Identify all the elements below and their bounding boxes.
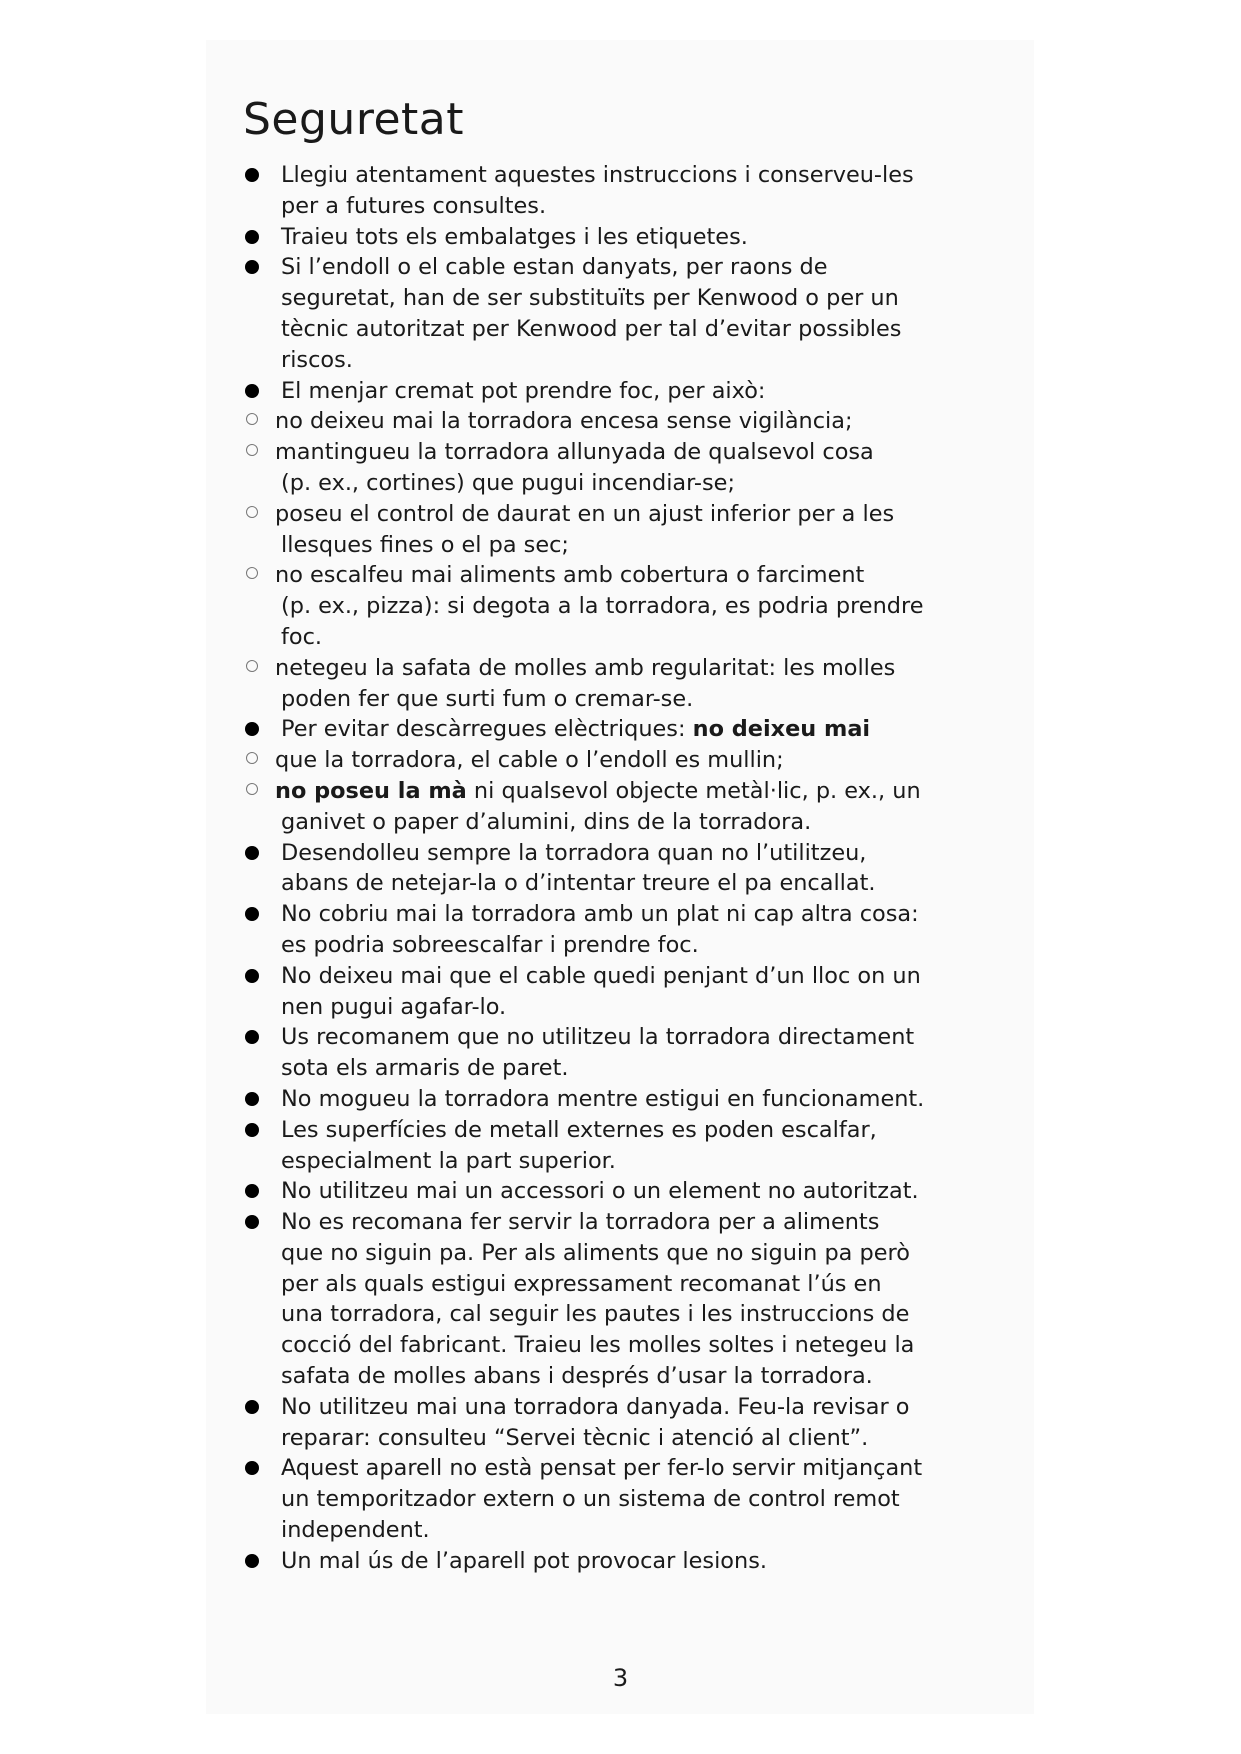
item-line: una torradora, cal seguir les pautes i les instruccions de [281, 1301, 910, 1328]
sub-list-item [243, 499, 1023, 561]
list-item [243, 1453, 1023, 1545]
bullet-icon [243, 376, 263, 407]
item-line: No mogueu la torradora mentre estigui en funcionament. [281, 1085, 925, 1112]
bullet-icon [243, 714, 263, 745]
list-item [243, 961, 1023, 1023]
item-line: cocció del fabricant. Traieu les molles soltes i netegeu la [281, 1332, 915, 1359]
item-line [281, 714, 1023, 745]
item-line: Desendolleu sempre la torradora quan no l’utilitzeu, [281, 839, 867, 866]
hollow-bullet-icon [243, 653, 263, 684]
item-line: Si l’endoll o el cable estan danyats, per raons de [281, 254, 828, 281]
item-line: no escalfeu mai aliments amb cobertura o farciment [275, 562, 865, 589]
bullet-icon [243, 1207, 263, 1238]
item-text: ni qualsevol objecte metàl·lic, p. ex., un [466, 777, 921, 804]
safety-list [243, 160, 1023, 1577]
list-item [243, 160, 1023, 222]
item-line: poden fer que surti fum o cremar-se. [281, 685, 694, 712]
item-line: (p. ex., cortines) que pugui incendiar-se; [281, 469, 735, 496]
bullet-icon [243, 252, 263, 283]
sub-list-item [243, 745, 1023, 776]
item-line: tècnic autoritzat per Kenwood per tal d’evitar possibles [281, 315, 902, 342]
hollow-bullet-icon [243, 406, 263, 437]
item-line: reparar: consulteu “Servei tècnic i atenció al client”. [281, 1424, 869, 1451]
item-line: No cobriu mai la torradora amb un plat ni cap altra cosa: [281, 901, 919, 928]
bullet-icon [243, 160, 263, 191]
sub-list-item [243, 653, 1023, 715]
bullet-icon [243, 1115, 263, 1146]
list-item [243, 1115, 1023, 1177]
list-item [243, 1084, 1023, 1115]
item-line: abans de netejar-la o d’intentar treure el pa encallat. [281, 870, 876, 897]
item-line: per a futures consultes. [281, 192, 547, 219]
item-line: No es recomana fer servir la torradora per a aliments [281, 1209, 880, 1236]
item-line: Llegiu atentament aquestes instruccions i conserveu-les [281, 162, 914, 188]
item-line: Traieu tots els embalatges i les etiquetes. [281, 223, 748, 250]
item-line: Aquest aparell no està pensat per fer-lo servir mitjançant [281, 1455, 923, 1482]
item-line: No utilitzeu mai una torradora danyada. Feu-la revisar o [281, 1393, 910, 1420]
item-line: mantingueu la torradora allunyada de qualsevol cosa [275, 439, 874, 466]
item-line: nen pugui agafar-lo. [281, 993, 507, 1020]
bullet-icon [243, 1392, 263, 1423]
list-item [243, 1176, 1023, 1207]
item-line: que la torradora, el cable o l’endoll es mullin; [275, 747, 784, 774]
item-line: es podria sobreescalfar i prendre foc. [281, 931, 699, 958]
list-item [243, 1392, 1023, 1454]
item-text: Per evitar descàrregues elèctriques: [281, 716, 693, 743]
item-line: No utilitzeu mai un accessori o un element no autoritzat. [281, 1178, 919, 1205]
item-line: per als quals estigui expressament recomanat l’ús en [281, 1270, 882, 1297]
sub-list-item [243, 776, 1023, 838]
hollow-bullet-icon [243, 499, 263, 530]
item-line: No deixeu mai que el cable quedi penjant d’un lloc on un [281, 962, 921, 989]
bullet-icon [243, 899, 263, 930]
item-emphasis: no poseu la mà [275, 777, 467, 804]
item-line: Us recomanem que no utilitzeu la torradora directament [281, 1024, 915, 1051]
list-item [243, 376, 1023, 407]
list-item [243, 1022, 1023, 1084]
page-number: 3 [612, 1664, 629, 1692]
hollow-bullet-icon [243, 776, 263, 807]
list-item [243, 222, 1023, 253]
hollow-bullet-icon [243, 437, 263, 468]
item-line: (p. ex., pizza): si degota a la torradora, es podria prendre [281, 593, 924, 620]
sub-list-item [243, 406, 1023, 437]
list-item [243, 838, 1023, 900]
hollow-bullet-icon [243, 745, 263, 776]
item-line: sota els armaris de paret. [281, 1055, 569, 1082]
item-line: Les superfícies de metall externes es poden escalfar, [281, 1116, 877, 1143]
item-line: llesques fines o el pa sec; [281, 531, 569, 558]
item-line: Un mal ús de l’aparell pot provocar lesions. [281, 1547, 767, 1574]
list-item [243, 899, 1023, 961]
item-line: riscos. [281, 346, 353, 373]
sub-list-item [243, 560, 1023, 652]
item-line: ganivet o paper d’alumini, dins de la torradora. [281, 808, 812, 835]
item-line: que no siguin pa. Per als aliments que no siguin pa però [281, 1239, 910, 1266]
item-line: especialment la part superior. [281, 1147, 616, 1174]
sub-list-item [243, 437, 1023, 499]
item-line: un temporitzador extern o un sistema de control remot [281, 1486, 900, 1513]
bullet-icon [243, 222, 263, 253]
hollow-bullet-icon [243, 560, 263, 591]
list-item [243, 714, 1023, 745]
list-item [243, 252, 1023, 375]
item-line: El menjar cremat pot prendre foc, per això: [281, 377, 766, 404]
item-emphasis: no deixeu mai [692, 716, 871, 743]
item-line: safata de molles abans i després d’usar la torradora. [281, 1363, 873, 1390]
page-title: Seguretat [243, 94, 464, 145]
item-line: seguretat, han de ser substituïts per Kenwood o per un [281, 285, 899, 312]
item-line: netegeu la safata de molles amb regularitat: les molles [275, 654, 896, 681]
list-item [243, 1207, 1023, 1392]
bullet-icon [243, 838, 263, 869]
item-line: foc. [281, 623, 323, 650]
item-line: no deixeu mai la torradora encesa sense vigilància; [275, 408, 853, 435]
bullet-icon [243, 1453, 263, 1484]
item-line: poseu el control de daurat en un ajust inferior per a les [275, 500, 895, 527]
bullet-icon [243, 1546, 263, 1577]
bullet-icon [243, 1084, 263, 1115]
bullet-icon [243, 1176, 263, 1207]
item-line [275, 776, 1023, 807]
list-item [243, 1546, 1023, 1577]
bullet-icon [243, 1022, 263, 1053]
bullet-icon [243, 961, 263, 992]
item-line: independent. [281, 1517, 430, 1544]
